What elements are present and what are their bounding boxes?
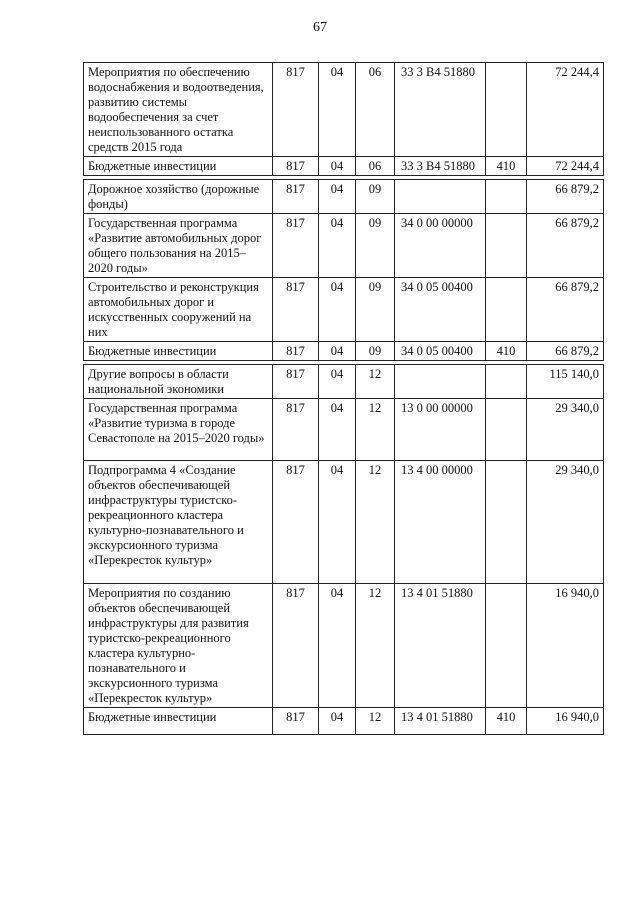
row-section-code: 04 xyxy=(319,180,356,214)
row-subsection-code: 09 xyxy=(356,214,395,278)
table-row xyxy=(84,180,604,214)
row-subsection-code: 06 xyxy=(356,63,395,157)
row-section-code: 04 xyxy=(319,399,356,461)
budget-table xyxy=(83,62,604,735)
row-amount: 16 940,0 xyxy=(527,584,604,708)
row-subsection-code: 06 xyxy=(356,157,395,176)
row-expense-type xyxy=(486,214,527,278)
row-name: Подпрограмма 4 «Создание объектов обеспечивающей инфраструктуры туристско-рекреационного кластера культурно-познавательного и экскурсионного туризма «Перекресток культур» xyxy=(84,461,273,584)
row-target-article: 13 0 00 00000 xyxy=(395,399,486,461)
table-row xyxy=(84,399,604,461)
row-expense-type xyxy=(486,63,527,157)
row-section-code: 04 xyxy=(319,214,356,278)
row-ministry-code: 817 xyxy=(273,399,319,461)
row-subsection-code: 09 xyxy=(356,180,395,214)
row-subsection-code: 12 xyxy=(356,584,395,708)
row-subsection-code: 12 xyxy=(356,399,395,461)
row-expense-type xyxy=(486,399,527,461)
row-amount: 66 879,2 xyxy=(527,214,604,278)
row-amount: 72 244,4 xyxy=(527,157,604,176)
row-ministry-code: 817 xyxy=(273,365,319,399)
row-section-code: 04 xyxy=(319,584,356,708)
row-target-article: 33 3 В4 51880 xyxy=(395,157,486,176)
row-ministry-code: 817 xyxy=(273,180,319,214)
page-number: 67 xyxy=(313,20,327,35)
row-ministry-code: 817 xyxy=(273,461,319,584)
row-section-code: 04 xyxy=(319,461,356,584)
row-expense-type: 410 xyxy=(486,157,527,176)
row-section-code: 04 xyxy=(319,365,356,399)
row-section-code: 04 xyxy=(319,708,356,735)
row-subsection-code: 09 xyxy=(356,342,395,361)
row-ministry-code: 817 xyxy=(273,63,319,157)
row-amount: 115 140,0 xyxy=(527,365,604,399)
row-name: Строительство и реконструкция автомобильных дорог и искусственных сооружений на них xyxy=(84,278,273,342)
row-expense-type xyxy=(486,461,527,584)
row-target-article: 13 4 01 51880 xyxy=(395,708,486,735)
table-row xyxy=(84,708,604,735)
table-row xyxy=(84,214,604,278)
row-target-article xyxy=(395,365,486,399)
row-name: Государственная программа «Развитие туризма в городе Севастополе на 2015–2020 годы» xyxy=(84,399,273,461)
table-row xyxy=(84,584,604,708)
row-ministry-code: 817 xyxy=(273,584,319,708)
row-expense-type xyxy=(486,365,527,399)
table-row xyxy=(84,278,604,342)
row-name: Мероприятия по обеспечению водоснабжения и водоотведения, развитию системы водообеспечения за счет неиспользованного остатка средств 2015 года xyxy=(84,63,273,157)
row-expense-type xyxy=(486,180,527,214)
row-name: Бюджетные инвестиции xyxy=(84,342,273,361)
table-row xyxy=(84,157,604,176)
row-expense-type: 410 xyxy=(486,708,527,735)
table-row xyxy=(84,365,604,399)
row-amount: 66 879,2 xyxy=(527,278,604,342)
row-name: Государственная программа «Развитие автомобильных дорог общего пользования на 2015–2020 годы» xyxy=(84,214,273,278)
row-ministry-code: 817 xyxy=(273,214,319,278)
row-target-article: 13 4 01 51880 xyxy=(395,584,486,708)
row-target-article: 34 0 05 00400 xyxy=(395,278,486,342)
row-section-code: 04 xyxy=(319,278,356,342)
row-amount: 66 879,2 xyxy=(527,180,604,214)
row-ministry-code: 817 xyxy=(273,342,319,361)
table-row xyxy=(84,461,604,584)
row-name: Дорожное хозяйство (дорожные фонды) xyxy=(84,180,273,214)
row-ministry-code: 817 xyxy=(273,708,319,735)
row-target-article: 34 0 05 00400 xyxy=(395,342,486,361)
row-ministry-code: 817 xyxy=(273,278,319,342)
row-section-code: 04 xyxy=(319,63,356,157)
row-expense-type xyxy=(486,584,527,708)
row-target-article xyxy=(395,180,486,214)
row-ministry-code: 817 xyxy=(273,157,319,176)
row-name: Мероприятия по созданию объектов обеспечивающей инфраструктуры для развития туристско-рекреационного кластера культурно-познавательного и экскурсионного туризма «Перекресток культур» xyxy=(84,584,273,708)
row-target-article: 34 0 00 00000 xyxy=(395,214,486,278)
row-expense-type: 410 xyxy=(486,342,527,361)
row-amount: 66 879,2 xyxy=(527,342,604,361)
row-amount: 16 940,0 xyxy=(527,708,604,735)
row-name: Бюджетные инвестиции xyxy=(84,708,273,735)
row-section-code: 04 xyxy=(319,157,356,176)
row-name: Бюджетные инвестиции xyxy=(84,157,273,176)
row-subsection-code: 12 xyxy=(356,708,395,735)
row-section-code: 04 xyxy=(319,342,356,361)
row-subsection-code: 09 xyxy=(356,278,395,342)
row-target-article: 33 3 В4 51880 xyxy=(395,63,486,157)
row-name: Другие вопросы в области национальной экономики xyxy=(84,365,273,399)
table-row xyxy=(84,63,604,157)
row-amount: 29 340,0 xyxy=(527,461,604,584)
row-amount: 29 340,0 xyxy=(527,399,604,461)
row-subsection-code: 12 xyxy=(356,365,395,399)
row-target-article: 13 4 00 00000 xyxy=(395,461,486,584)
row-amount: 72 244,4 xyxy=(527,63,604,157)
row-expense-type xyxy=(486,278,527,342)
table-row xyxy=(84,342,604,361)
row-subsection-code: 12 xyxy=(356,461,395,584)
